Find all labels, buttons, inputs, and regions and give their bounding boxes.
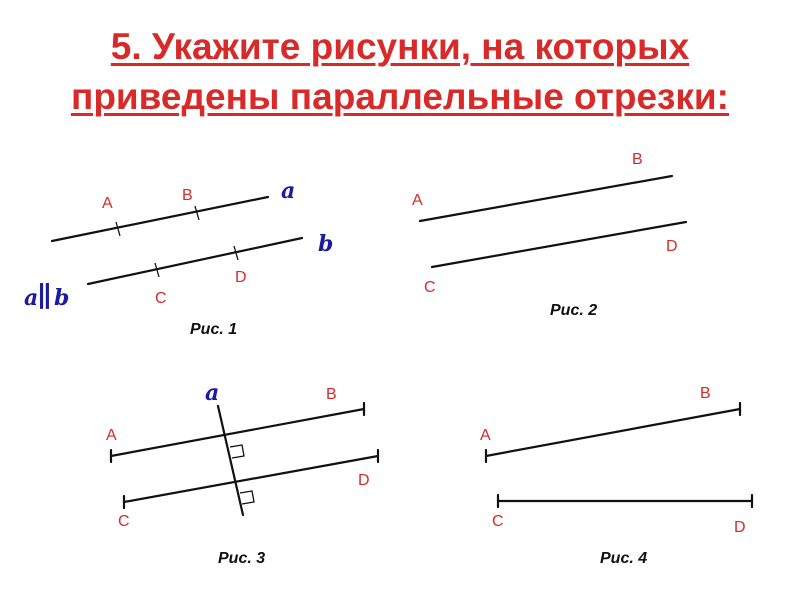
point-label-d: D	[358, 472, 370, 489]
point-label-d: D	[734, 519, 746, 536]
figure-1	[24, 178, 333, 338]
line-label-a: a	[281, 178, 296, 204]
point-label-a: A	[102, 195, 113, 212]
point-label-b: B	[700, 385, 711, 402]
point-label-a: A	[412, 192, 423, 209]
figure-3	[106, 380, 378, 567]
figure-caption-4: Рис. 4	[600, 550, 648, 567]
segment-ab	[111, 409, 364, 456]
point-label-b: B	[182, 187, 193, 204]
relation-left: a	[24, 285, 39, 311]
figure-caption-2: Рис. 2	[550, 302, 598, 319]
segment-cd	[432, 222, 686, 267]
point-label-b: B	[632, 151, 643, 168]
parallel-symbol: ∥	[37, 280, 52, 313]
figure-2	[412, 151, 686, 319]
line-a	[52, 197, 268, 241]
point-label-b: B	[326, 386, 337, 403]
figure-caption-1: Рис. 1	[190, 321, 238, 338]
line-label-b: b	[318, 231, 334, 257]
segment-ab	[486, 409, 740, 456]
right-angle-mark-1	[230, 445, 244, 458]
transversal-a	[218, 406, 243, 515]
point-label-d: D	[666, 238, 678, 255]
point-label-c: C	[424, 279, 436, 296]
segment-cd	[124, 456, 378, 502]
line-label-a: a	[205, 380, 220, 406]
tick-a	[116, 222, 120, 236]
title-line-1: 5. Укажите рисунки, на которых	[110, 26, 690, 67]
tick-b	[195, 206, 199, 220]
figure-caption-3: Рис. 3	[218, 550, 266, 567]
relation-right: b	[54, 285, 70, 311]
point-label-a: A	[106, 427, 117, 444]
line-b	[88, 238, 302, 284]
point-label-c: C	[155, 290, 167, 307]
point-label-d: D	[235, 269, 247, 286]
right-angle-mark-2	[240, 491, 254, 504]
figure-4	[480, 385, 752, 567]
point-label-c: C	[118, 513, 130, 530]
segment-ab	[420, 176, 672, 221]
point-label-a: A	[480, 427, 491, 444]
title-line-2: приведены параллельные отрезки:	[70, 76, 730, 117]
point-label-c: C	[492, 513, 504, 530]
